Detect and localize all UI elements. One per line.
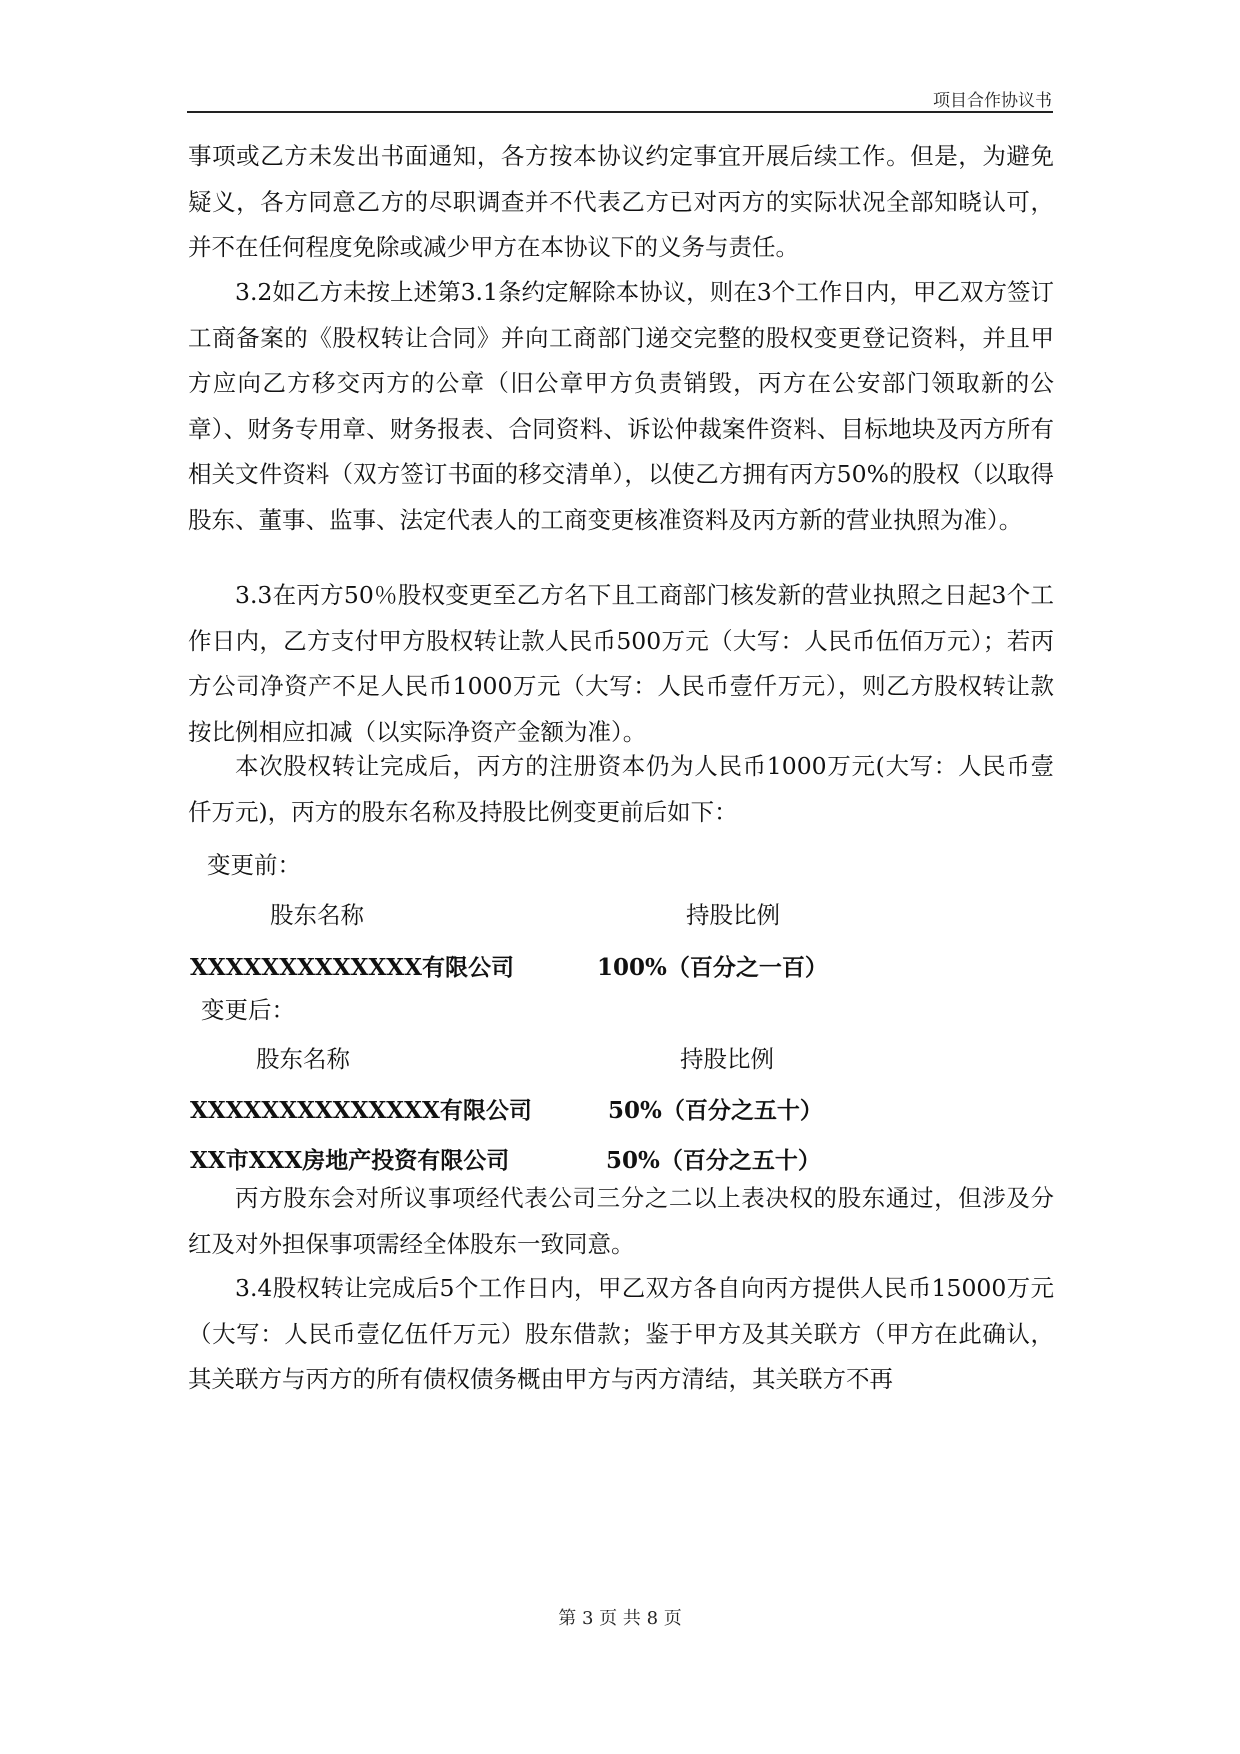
after-row-ratio-1: 50%（百分之五十） bbox=[608, 1097, 823, 1124]
paragraph-3-3: 3.3在丙方50％股权变更至乙方名下且工商部门核发新的营业执照之日起3个工作日内，乙方支付甲方股权转让款人民币500万元（大写：人民币伍佰万元）；若丙方公司净资产不足人民币1000万元（大写：人民币壹仟万元），则乙方股权转让款按比例相应扣减（以实际净资产金额为准）。 bbox=[188, 581, 1054, 746]
before-row-ratio: 100%（百分之一百） bbox=[597, 954, 828, 981]
before-col-ratio: 持股比例 bbox=[686, 901, 780, 929]
paragraph-shareholder-meeting: 丙方股东会对所议事项经代表公司三分之二以上表决权的股东通过，但涉及分红及对外担保事项需经全体股东一致同意。 bbox=[188, 1184, 1054, 1258]
paragraph-continuation: 事项或乙方未发出书面通知，各方按本协议约定事宜开展后续工作。但是，为避免疑义，各方同意乙方的尽职调查并不代表乙方已对丙方的实际状况全部知晓认可，并不在任何程度免除或减少甲方在本协议下的义务与责任。 bbox=[188, 142, 1054, 261]
before-row-name: XXXXXXXXXXXXX有限公司 bbox=[190, 954, 514, 981]
before-change-label: 变更前： bbox=[207, 851, 301, 879]
page-number-footer: 第 3 页 共 8 页 bbox=[558, 1608, 682, 1629]
header-rule bbox=[187, 111, 1053, 113]
after-row-name-1: XXXXXXXXXXXXXX有限公司 bbox=[190, 1097, 532, 1124]
after-row-ratio-2: 50%（百分之五十） bbox=[606, 1147, 821, 1174]
after-col-ratio: 持股比例 bbox=[680, 1045, 774, 1073]
paragraph-3-4: 3.4股权转让完成后5个工作日内，甲乙双方各自向丙方提供人民币15000万元（大写：人民币壹亿伍仟万元）股东借款；鉴于甲方及其关联方（甲方在此确认，其关联方与丙方的所有债权债务概由甲方与丙方清结，其关联方不再 bbox=[188, 1274, 1054, 1393]
after-row-name-2: XX市XXX房地产投资有限公司 bbox=[190, 1147, 510, 1174]
paragraph-capital-note: 本次股权转让完成后，丙方的注册资本仍为人民币1000万元(大写：人民币壹仟万元)，丙方的股东名称及持股比例变更前后如下： bbox=[188, 752, 1054, 826]
after-col-shareholder: 股东名称 bbox=[256, 1045, 350, 1073]
paragraph-3-2: 3.2如乙方未按上述第3.1条约定解除本协议，则在3个工作日内，甲乙双方签订工商备案的《股权转让合同》并向工商部门递交完整的股权变更登记资料，并且甲方应向乙方移交丙方的公章（旧公章甲方负责销毁，丙方在公安部门领取新的公章）、财务专用章、财务报表、合同资料、诉讼仲裁案件资料、目标地块及丙方所有相关文件资料（双方签订书面的移交清单），以使乙方拥有丙方50%的股权（以取得股东、董事、监事、法定代表人的工商变更核准资料及丙方新的营业执照为准）。 bbox=[188, 278, 1054, 534]
before-col-shareholder: 股东名称 bbox=[270, 901, 364, 929]
after-change-label: 变更后： bbox=[201, 996, 295, 1024]
page-header-title: 项目合作协议书 bbox=[933, 91, 1052, 111]
